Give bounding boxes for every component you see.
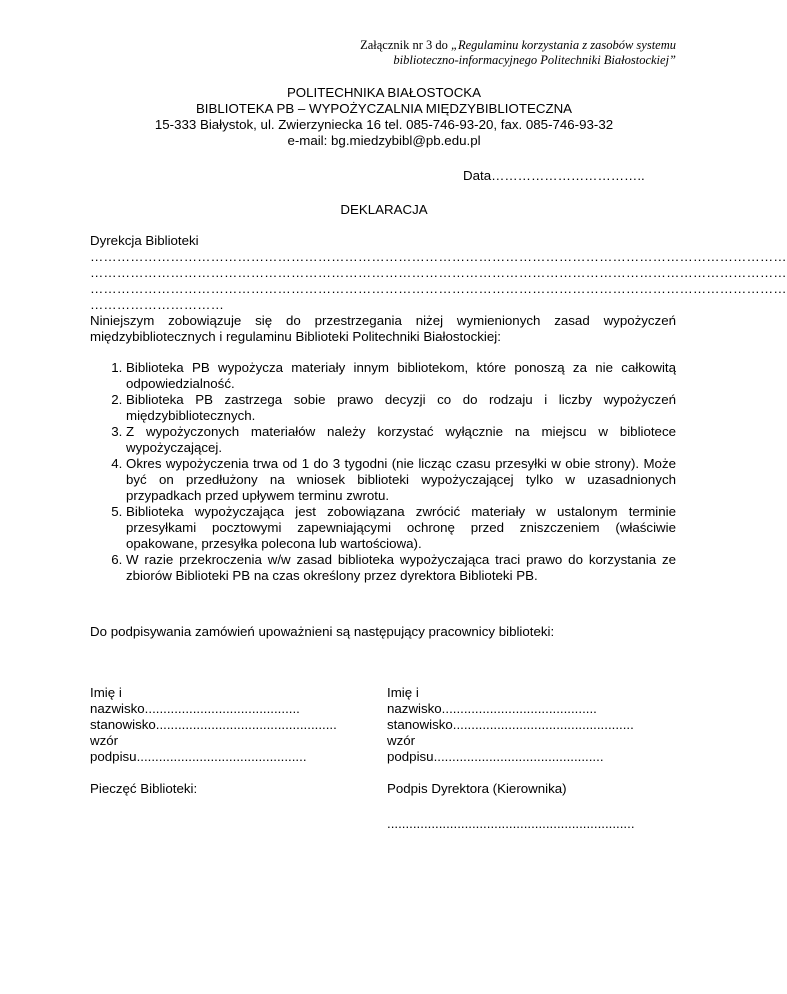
list-item: 5. Biblioteka wypożyczająca jest zobowiązana zwrócić materiały w ustalonym terminie przesyłkami pocztowymi zapewniającymi ochronę przed zniszczeniem (właściwie opakowane, przesyłka polecona lub wartościowa).: [126, 504, 676, 552]
signature-field: wzór podpisu..............................................: [90, 733, 307, 764]
declaration-title: DEKLARACJA: [340, 202, 428, 217]
director-signature-label: Podpis Dyrektora (Kierownika): [387, 781, 567, 796]
signature-field: wzór podpisu..............................................: [387, 733, 604, 764]
list-item: 2. Biblioteka PB zastrzega sobie prawo decyzji co do rodzaju i liczby wypożyczeń międzybibliotecznych.: [126, 392, 676, 424]
name-field: Imię i nazwisko..........................................: [387, 685, 597, 716]
header-university: POLITECHNIKA BIAŁOSTOCKA: [286, 85, 482, 100]
list-item: 4. Okres wypożyczenia trwa od 1 do 3 tygodni (nie licząc czasu przesyłki w obie strony). Może być on przedłużony na wniosek biblioteki wypożyczającej tylko w uzasadnionych przypadkach przed upływem terminu zwrotu.: [126, 456, 676, 504]
declaration-body: [90, 233, 787, 584]
annex-note: [360, 38, 676, 68]
name-field: Imię i nazwisko..........................................: [90, 685, 300, 716]
signatory-block-1: [90, 685, 337, 765]
addressee-dots-line: …………………………………………………………………………………………………………………………………………: [90, 249, 787, 264]
annex-line-2: biblioteczno-informacyjnego Politechniki Białostockiej”: [393, 53, 676, 67]
director-signature-line: ...................................................................: [387, 816, 635, 831]
commitment-text: Niniejszym zobowiązuje się do przestrzegania niżej wymienionych zasad wypożyczeń międzybibliotecznych i regulaminu Biblioteki Politechniki Białostockiej:: [90, 313, 676, 344]
addressee-dots-short: …………………………: [90, 297, 224, 312]
position-field: stanowisko.................................................: [387, 717, 634, 732]
header-address: 15-333 Białystok, ul. Zwierzyniecka 16 tel. 085-746-93-20, fax. 085-746-93-32: [154, 117, 614, 132]
list-item: 3. Z wypożyczonych materiałów należy korzystać wyłącznie na miejscu w bibliotece wypożyczającej.: [126, 424, 676, 456]
authorized-text: Do podpisywania zamówień upoważnieni są następujący pracownicy biblioteki:: [90, 624, 555, 639]
position-field: stanowisko.................................................: [90, 717, 337, 732]
header-library: BIBLIOTEKA PB – WYPOŻYCZALNIA MIĘDZYBIBLIOTECZNA: [195, 101, 573, 116]
header-email: e-mail: bg.miedzybibl@pb.edu.pl: [287, 133, 481, 148]
signatory-block-2: [387, 685, 634, 765]
addressee-label: Dyrekcja Biblioteki: [90, 233, 199, 248]
addressee-dots-line: …………………………………………………………………………………………………………………………………………: [90, 265, 787, 280]
rules-list: [90, 360, 676, 584]
annex-line-1: Załącznik nr 3 do „Regulaminu korzystania z zasobów systemu: [360, 38, 676, 52]
list-item: 1. Biblioteka PB wypożycza materiały innym bibliotekom, które ponoszą za nie całkowitą odpowiedzialność.: [126, 360, 676, 392]
addressee-dots-line: …………………………………………………………………………………………………………………………………………: [90, 281, 787, 296]
institution-header: [0, 85, 768, 149]
list-item: 6. W razie przekroczenia w/w zasad biblioteka wypożyczająca traci prawo do korzystania ze zbiorów Biblioteki PB na czas określony przez dyrektora Biblioteki PB.: [126, 552, 676, 584]
library-stamp-label: Pieczęć Biblioteki:: [90, 781, 198, 796]
date-field: Data……………………………..: [463, 168, 645, 183]
